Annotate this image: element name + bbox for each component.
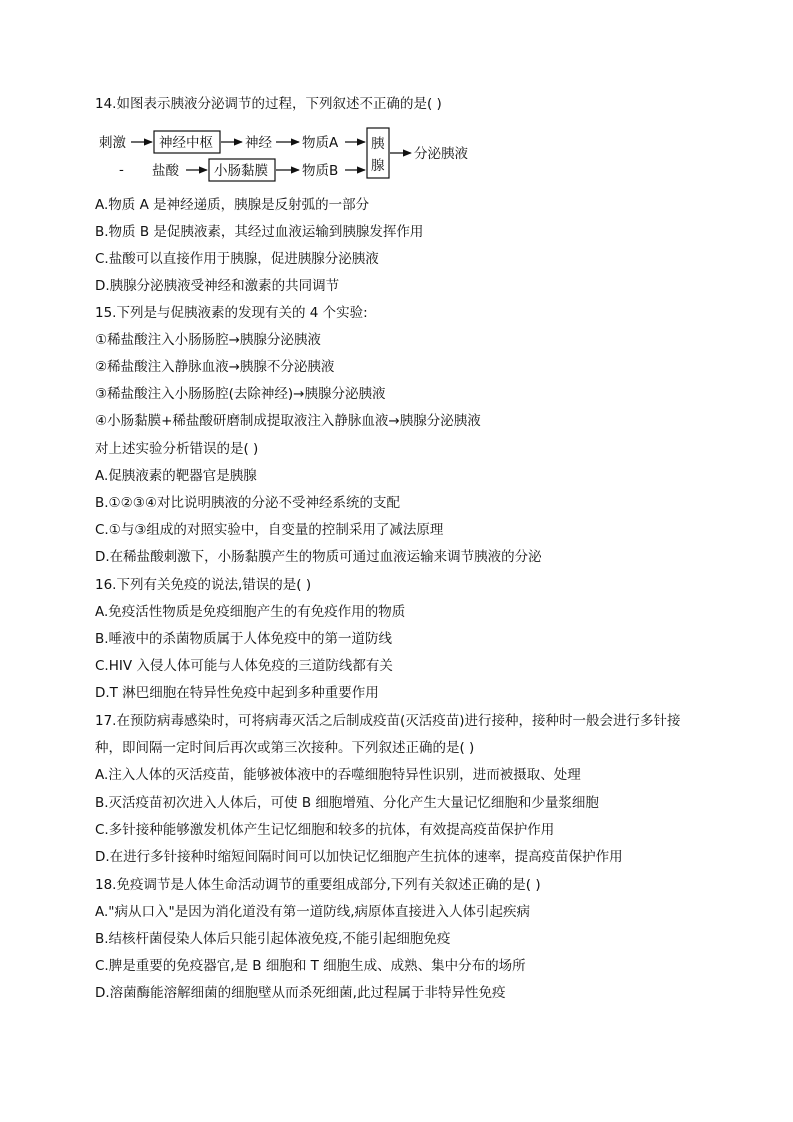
question-14-stem: 14.如图表示胰液分泌调节的过程，下列叙述不正确的是( ) xyxy=(95,96,442,112)
question-18-option-c: C.脾是重要的免疫器官,是 B 细胞和 T 细胞生成、成熟、集中分布的场所 xyxy=(95,958,526,974)
intestinal-mucosa-label: 小肠黏膜 xyxy=(214,163,268,179)
question-17-option-d: D.在进行多针接种时缩短间隔时间可以加快记忆细胞产生抗体的速率，提高疫苗保护作用 xyxy=(95,849,623,865)
question-16-option-c: C.HIV 入侵人体可能与人体免疫的三道防线都有关 xyxy=(95,658,393,674)
question-18-stem: 18.免疫调节是人体生命活动调节的重要组成部分,下列有关叙述正确的是( ) xyxy=(95,877,541,893)
dot-mark: - xyxy=(119,162,124,178)
pancreas-char-2: 腺 xyxy=(371,158,385,174)
nerve-center-label: 神经中枢 xyxy=(159,135,213,151)
question-18-option-b: B.结核杆菌侵染人体后只能引起体液免疫,不能引起细胞免疫 xyxy=(95,931,451,947)
question-17-option-b: B.灭活疫苗初次进入人体后，可使 B 细胞增殖、分化产生大量记忆细胞和少量浆细胞 xyxy=(95,795,599,811)
question-15-question: 对上述实验分析错误的是( ) xyxy=(95,441,259,457)
question-15-experiment-1: ①稀盐酸注入小肠肠腔→胰腺分泌胰液 xyxy=(95,332,321,348)
pancreas-char-1: 胰 xyxy=(371,136,385,152)
question-15-option-c: C.①与③组成的对照实验中，自变量的控制采用了减法原理 xyxy=(95,522,444,538)
question-14-option-b: B.物质 B 是促胰液素，其经过血液运输到胰腺发挥作用 xyxy=(95,224,424,240)
acid-label: 盐酸 xyxy=(152,163,179,179)
question-15-experiment-2: ②稀盐酸注入静脉血液→胰腺不分泌胰液 xyxy=(95,359,335,375)
question-14-option-c: C.盐酸可以直接作用于胰腺，促进胰腺分泌胰液 xyxy=(95,251,379,267)
question-17-option-a: A.注入人体的灭活疫苗，能够被体液中的吞噬细胞特异性识别，进而被摄取、处理 xyxy=(95,767,581,783)
question-15-option-b: B.①②③④对比说明胰液的分泌不受神经系统的支配 xyxy=(95,495,400,511)
question-17-stem-line-1: 17.在预防病毒感染时，可将病毒灭活之后制成疫苗(灭活疫苗)进行接种，接种时一般会进行多针接 xyxy=(95,713,681,729)
question-15-experiment-4: ④小肠黏膜+稀盐酸研磨制成提取液注入静脉血液→胰腺分泌胰液 xyxy=(95,413,481,429)
substance-b-label: 物质B xyxy=(302,163,339,179)
question-15-stem: 15.下列是与促胰液素的发现有关的 4 个实验: xyxy=(95,305,368,321)
question-16-stem: 16.下列有关免疫的说法,错误的是( ) xyxy=(95,577,312,593)
substance-a-label: 物质A xyxy=(302,135,339,151)
stimulus-label: 刺激 xyxy=(99,135,126,151)
question-15-experiment-3: ③稀盐酸注入小肠肠腔(去除神经)→胰腺分泌胰液 xyxy=(95,386,386,402)
question-18-option-a: A."病从口入"是因为消化道没有第一道防线,病原体直接进入人体引起疾病 xyxy=(95,904,530,920)
output-label: 分泌胰液 xyxy=(414,146,468,162)
question-17-stem-line-2: 种，即间隔一定时间后再次或第三次接种。下列叙述正确的是( ) xyxy=(95,740,475,756)
question-16-option-d: D.T 淋巴细胞在特异性免疫中起到多种重要作用 xyxy=(95,685,379,701)
question-17-option-c: C.多针接种能够激发机体产生记忆细胞和较多的抗体，有效提高疫苗保护作用 xyxy=(95,822,555,838)
question-15-option-a: A.促胰液素的靶器官是胰腺 xyxy=(95,468,257,484)
question-15-option-d: D.在稀盐酸刺激下，小肠黏膜产生的物质可通过血液运输来调节胰液的分泌 xyxy=(95,549,542,565)
question-14-option-d: D.胰腺分泌胰液受神经和激素的共同调节 xyxy=(95,278,340,294)
question-16-option-a: A.免疫活性物质是免疫细胞产生的有免疫作用的物质 xyxy=(95,604,406,620)
nerve-label: 神经 xyxy=(245,135,272,151)
question-16-option-b: B.唾液中的杀菌物质属于人体免疫中的第一道防线 xyxy=(95,631,393,647)
question-18-option-d: D.溶菌酶能溶解细菌的细胞壁从而杀死细菌,此过程属于非特异性免疫 xyxy=(95,985,506,1001)
question-14-option-a: A.物质 A 是神经递质，胰腺是反射弧的一部分 xyxy=(95,197,370,213)
pancreas-regulation-diagram xyxy=(95,122,515,184)
